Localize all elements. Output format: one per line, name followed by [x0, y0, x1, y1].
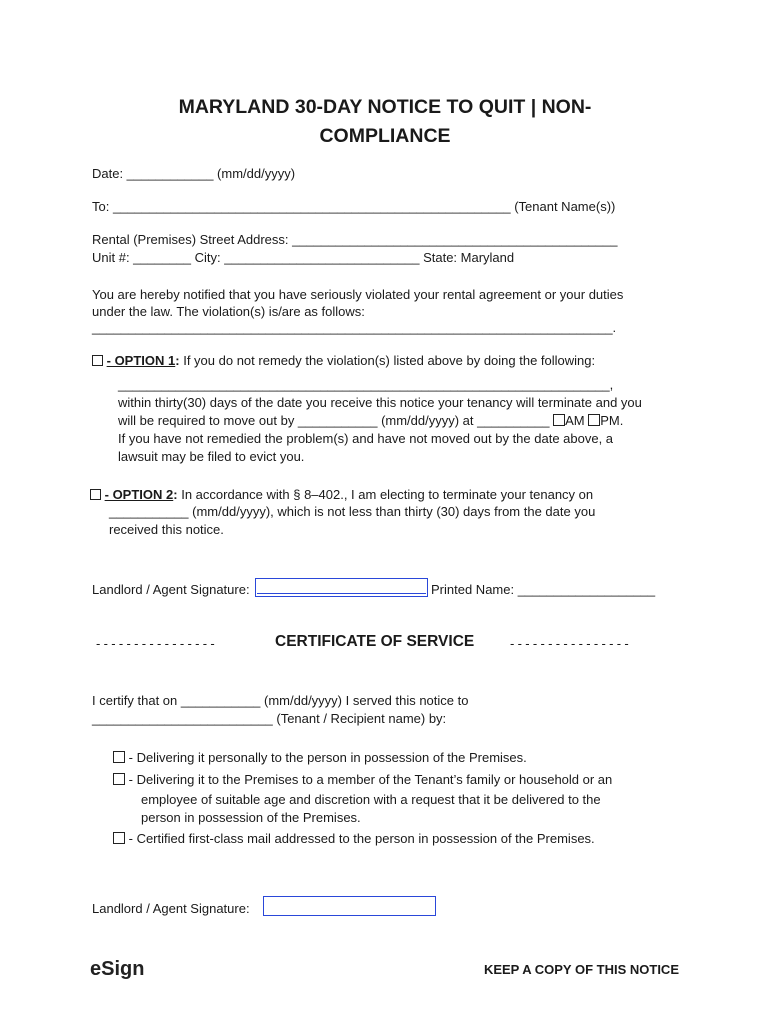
option2-row: [90, 487, 593, 502]
landlord-signature-field-2[interactable]: [263, 896, 436, 916]
signature-underline: [257, 593, 426, 594]
premises-delivery-line2: employee of suitable age and discretion with a request that it be delivered to the: [141, 792, 601, 807]
pm-checkbox[interactable]: [588, 414, 600, 426]
esign-logo: eSign: [90, 958, 145, 980]
mail-delivery-text: - Certified first-class mail addressed to the person in possession of the Premises.: [128, 831, 595, 846]
personal-delivery-checkbox[interactable]: [113, 751, 125, 763]
mail-delivery-checkbox[interactable]: [113, 832, 125, 844]
option2-text: In accordance with § 8–402., I am electing to terminate your tenancy on: [181, 487, 594, 502]
unit-city-state-line: Unit #: ________ City: ___________________________ State: Maryland: [92, 250, 515, 265]
certificate-dashes-right: ----------------: [510, 636, 633, 651]
landlord-signature-field[interactable]: [255, 578, 428, 597]
option1-row: [92, 353, 595, 368]
option2-checkbox[interactable]: [90, 489, 101, 500]
option1-line4: If you have not remedied the problem(s) and have not moved out by the date above, a: [118, 431, 614, 446]
option1-checkbox[interactable]: [92, 355, 103, 366]
service-method-mail: [113, 831, 595, 846]
option2-line2: ___________ (mm/dd/yyyy), which is not less than thirty (30) days from the date you: [109, 504, 596, 519]
premises-delivery-text: - Delivering it to the Premises to a member of the Tenant’s family or household or an: [128, 772, 613, 787]
document-title-line1: MARYLAND 30-DAY NOTICE TO QUIT | NON-: [178, 96, 592, 118]
notice-text-line1: You are hereby notified that you have seriously violated your rental agreement or your duties: [92, 287, 624, 302]
keep-copy-notice: KEEP A COPY OF THIS NOTICE: [483, 962, 679, 977]
pm-label: PM.: [600, 413, 624, 428]
date-line: Date: ____________ (mm/dd/yyyy): [92, 166, 296, 181]
premises-delivery-checkbox[interactable]: [113, 773, 125, 785]
am-checkbox[interactable]: [553, 414, 565, 426]
option1-line5: lawsuit may be filed to evict you.: [118, 449, 305, 464]
service-method-premises: [113, 772, 612, 787]
certificate-title: CERTIFICATE OF SERVICE: [275, 633, 475, 650]
option1-colon: :: [175, 353, 180, 368]
option2-label: - OPTION 2: [104, 487, 174, 502]
certificate-line2: _________________________ (Tenant / Recipient name) by:: [92, 711, 447, 726]
violation-blank: ________________________________________________________________________.: [92, 320, 617, 335]
street-address-line: Rental (Premises) Street Address: _____________________________________________: [92, 232, 618, 247]
document-title-line2: COMPLIANCE: [319, 125, 451, 147]
printed-name-line: Printed Name: ___________________: [431, 582, 656, 597]
premises-delivery-line3: person in possession of the Premises.: [141, 810, 361, 825]
option1-line3: [118, 413, 623, 428]
notice-text-line2: under the law. The violation(s) is/are as follows:: [92, 304, 365, 319]
option1-text: If you do not remedy the violation(s) listed above by doing the following:: [183, 353, 596, 368]
option1-moveout-text: will be required to move out by ___________ (mm/dd/yyyy) at __________: [118, 413, 550, 428]
option2-colon: :: [173, 487, 178, 502]
option1-line2: within thirty(30) days of the date you receive this notice your tenancy will terminate and you: [118, 395, 642, 410]
option2-line3: received this notice.: [109, 522, 224, 537]
landlord-signature-label: Landlord / Agent Signature:: [92, 582, 250, 597]
certificate-dashes-left: ----------------: [96, 636, 219, 651]
certificate-line1: I certify that on ___________ (mm/dd/yyyy) I served this notice to: [92, 693, 469, 708]
option1-remedy-blank: ____________________________________________________________________,: [118, 377, 614, 392]
landlord-signature-label-2: Landlord / Agent Signature:: [92, 901, 250, 916]
option1-label: - OPTION 1: [106, 353, 176, 368]
personal-delivery-text: - Delivering it personally to the person in possession of the Premises.: [128, 750, 527, 765]
service-method-personal: [113, 750, 527, 765]
am-label: AM: [565, 413, 585, 428]
tenant-name-line: To: _______________________________________________________ (Tenant Name(s)): [92, 199, 616, 214]
